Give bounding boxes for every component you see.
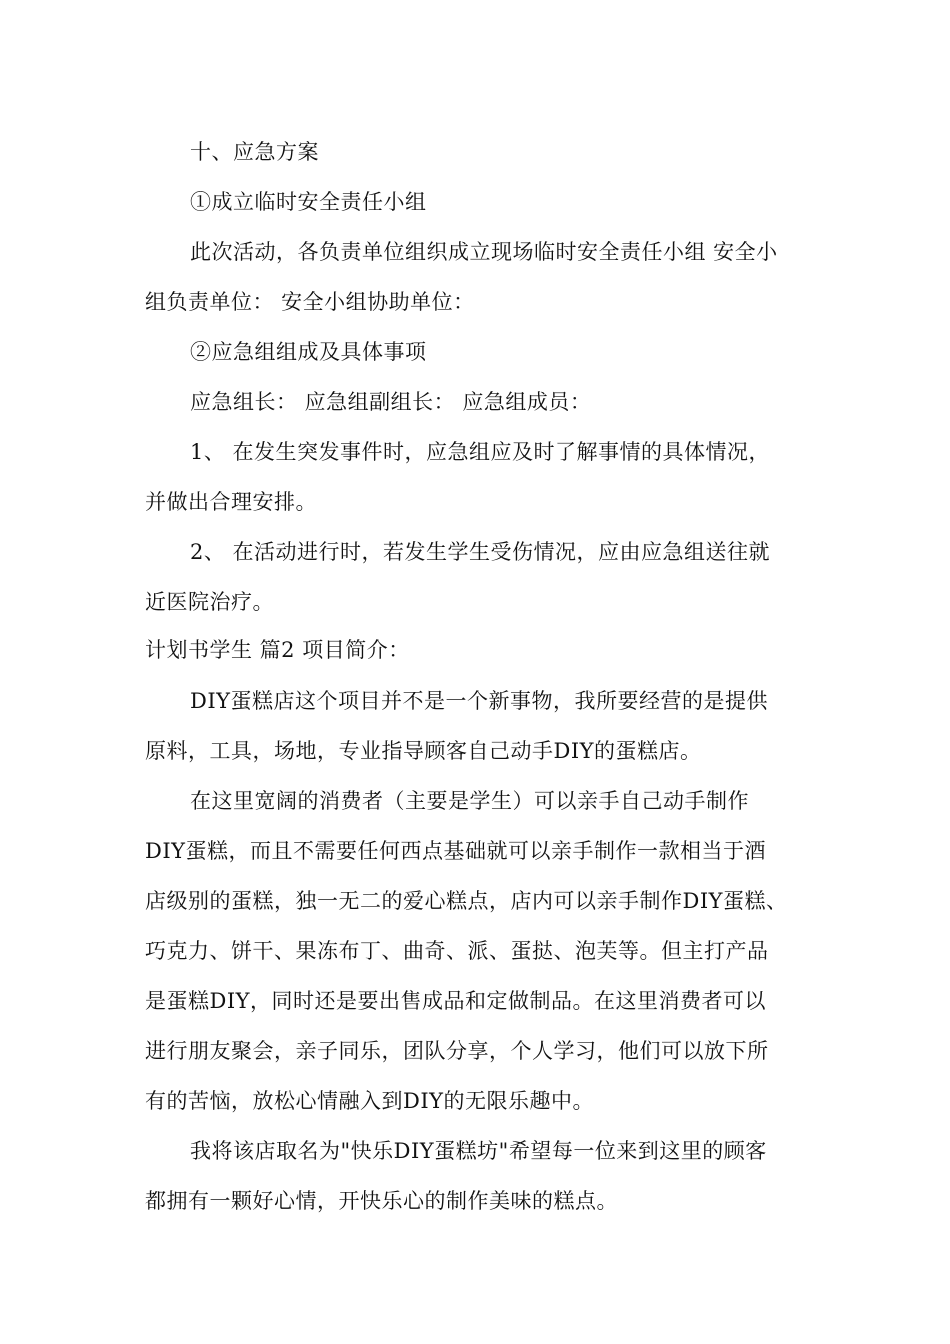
paragraph-line: 我将该店取名为"快乐DIY蛋糕坊"希望每一位来到这里的顾客 — [190, 1139, 767, 1163]
paragraph-line: 此次活动，各负责单位组织成立现场临时安全责任小组 安全小 — [190, 240, 778, 264]
paragraph-line: 都拥有一颗好心情，开快乐心的制作美味的糕点。 — [145, 1189, 618, 1213]
section-heading-plan-2: 计划书学生 篇2 项目简介： — [145, 638, 410, 662]
subheading-safety-group: ①成立临时安全责任小组 — [190, 190, 427, 214]
paragraph-line: DIY蛋糕，而且不需要任何西点基础就可以亲手制作一款相当于酒 — [145, 839, 766, 863]
paragraph-line: 组负责单位： 安全小组协助单位： — [145, 290, 475, 314]
subheading-emergency-group: ②应急组组成及具体事项 — [190, 340, 427, 364]
paragraph-line: 巧克力、饼干、果冻布丁、曲奇、派、蛋挞、泡芙等。但主打产品 — [145, 939, 769, 963]
paragraph-line: 是蛋糕DIY，同时还是要出售成品和定做制品。在这里消费者可以 — [145, 989, 766, 1013]
paragraph-line: 进行朋友聚会，亲子同乐，团队分享，个人学习，他们可以放下所 — [145, 1039, 769, 1063]
paragraph-line: DIY蛋糕店这个项目并不是一个新事物，我所要经营的是提供 — [190, 689, 768, 713]
list-item-2: 2、 在活动进行时，若发生学生受伤情况，应由应急组送往就 — [190, 540, 771, 564]
paragraph-line: 应急组长： 应急组副组长： 应急组成员： — [190, 390, 592, 414]
list-item-2-continued: 近医院治疗。 — [145, 590, 274, 614]
list-item-1: 1、 在发生突发事件时，应急组应及时了解事情的具体情况， — [190, 440, 771, 464]
paragraph-line: 原料，工具，场地，专业指导顾客自己动手DIY的蛋糕店。 — [145, 739, 702, 763]
paragraph-line: 在这里宽阔的消费者（主要是学生）可以亲手自己动手制作 — [190, 789, 749, 813]
list-item-1-continued: 并做出合理安排。 — [145, 490, 317, 514]
heading-emergency-plan: 十、应急方案 — [190, 140, 319, 164]
paragraph-line: 有的苦恼，放松心情融入到DIY的无限乐趣中。 — [145, 1089, 594, 1113]
paragraph-line: 店级别的蛋糕，独一无二的爱心糕点，店内可以亲手制作DIY蛋糕、 — [145, 889, 788, 913]
